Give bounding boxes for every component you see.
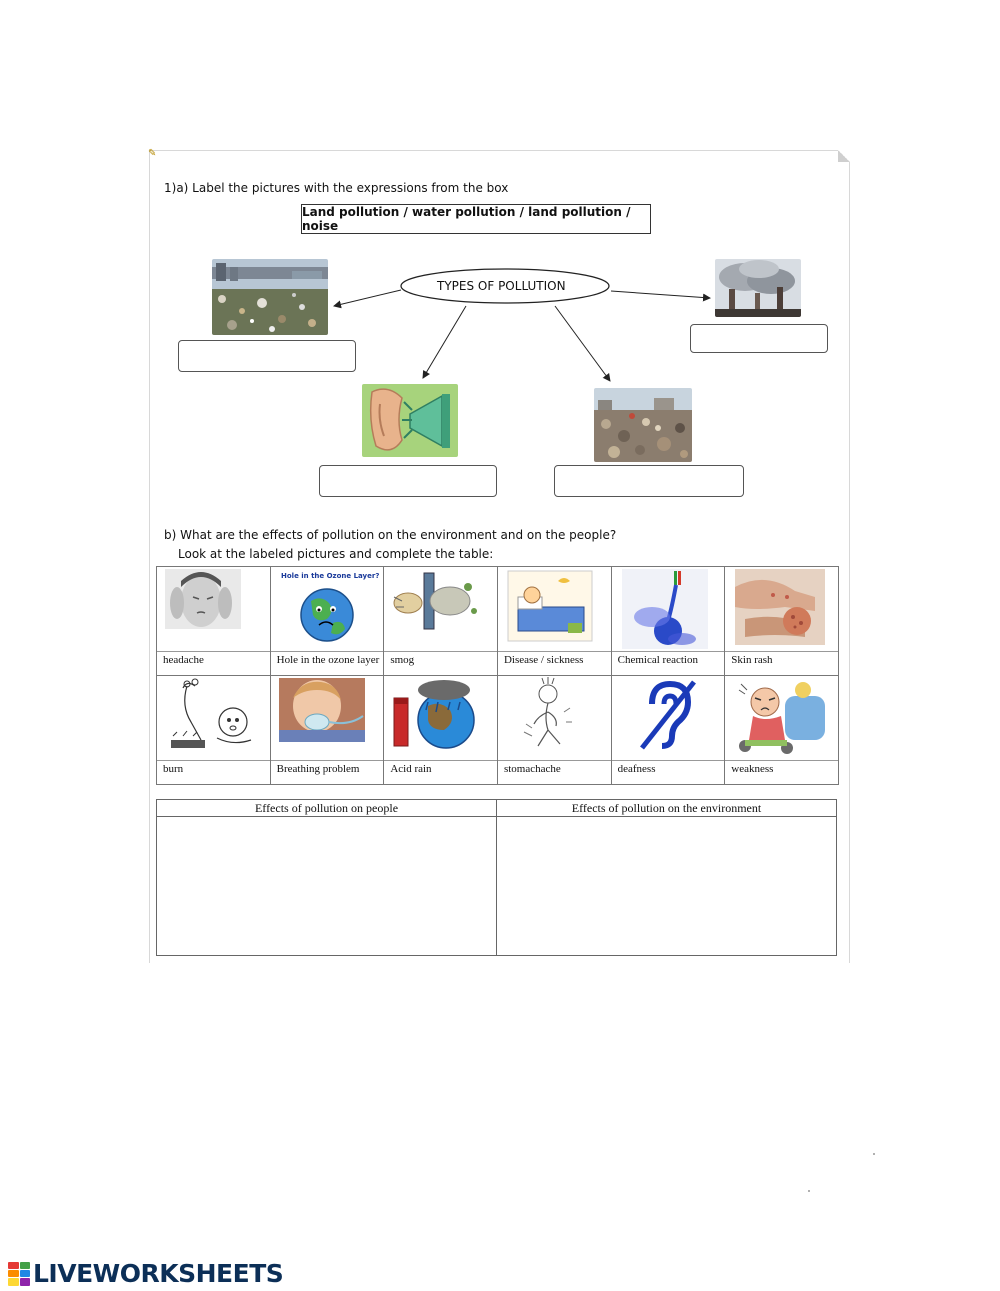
- table-row: [157, 567, 839, 676]
- question-b: b) What are the effects of pollution on the environment and on the people?: [164, 528, 617, 542]
- column-header-environment: Effects of pollution on the environment: [497, 800, 837, 817]
- pin-icon: ✎: [148, 148, 157, 159]
- liveworksheets-logo: [8, 1259, 283, 1288]
- deafness-picture: [612, 676, 725, 760]
- environment-effects-answer-cell[interactable]: [497, 817, 837, 956]
- table-row: [157, 817, 837, 956]
- effect-label: Hole in the ozone layer: [271, 651, 384, 675]
- water-pollution-answer-box[interactable]: [178, 340, 356, 372]
- scan-speck: [808, 1190, 810, 1192]
- arrow-to-land: [555, 306, 610, 381]
- effect-label: deafness: [612, 760, 725, 784]
- effect-cell-headache: [157, 567, 271, 676]
- table-row: [157, 676, 839, 785]
- effect-cell-burn: [157, 676, 271, 785]
- logo-cube-icon: [8, 1262, 30, 1286]
- effect-label: Disease / sickness: [498, 651, 611, 675]
- ozone-caption: Hole in the Ozone Layer?: [280, 572, 380, 580]
- question-b-instruction: Look at the labeled pictures and complete the table:: [178, 547, 494, 561]
- weakness-picture: [725, 676, 838, 760]
- effect-cell-stomachache: [497, 676, 611, 785]
- disease-picture: [498, 567, 611, 651]
- breathing-problem-picture: [271, 676, 384, 760]
- table-header-row: [157, 800, 837, 817]
- effect-label: Breathing problem: [271, 760, 384, 784]
- air-pollution-picture: [715, 259, 801, 317]
- arrow-to-air: [611, 291, 710, 298]
- chemical-reaction-picture: [612, 567, 725, 651]
- water-pollution-picture: [212, 259, 328, 335]
- stomachache-picture: [498, 676, 611, 760]
- effect-label: headache: [157, 651, 270, 675]
- effect-cell-disease: [497, 567, 611, 676]
- effect-cell-deafness: [611, 676, 725, 785]
- land-pollution-answer-box[interactable]: [554, 465, 744, 497]
- skin-rash-picture: [725, 567, 838, 651]
- types-of-pollution-diagram: [0, 0, 1000, 520]
- land-pollution-picture: [594, 388, 692, 462]
- burn-picture: [157, 676, 270, 760]
- effect-cell-breathing: [270, 676, 384, 785]
- headache-picture: [157, 567, 270, 651]
- ozone-hole-picture: [271, 567, 384, 651]
- effect-cell-acid-rain: [384, 676, 498, 785]
- smog-picture: [384, 567, 497, 651]
- effect-label: Chemical reaction: [612, 651, 725, 675]
- acid-rain-picture: [384, 676, 497, 760]
- column-header-people: Effects of pollution on people: [157, 800, 497, 817]
- arrow-to-noise: [423, 306, 466, 378]
- question-a: 1)a) Label the pictures with the expressions from the box: [164, 181, 509, 195]
- effect-cell-chemical: [611, 567, 725, 676]
- effect-cell-skin-rash: [725, 567, 839, 676]
- word-box: Land pollution / water pollution / land pollution / noise: [301, 204, 651, 234]
- effect-cell-ozone: [270, 567, 384, 676]
- logo-text: LIVEWORKSHEETS: [33, 1259, 284, 1288]
- air-pollution-answer-box[interactable]: [690, 324, 828, 353]
- effects-picture-table: [156, 566, 839, 785]
- effects-answer-table: [156, 799, 837, 956]
- effect-cell-weakness: [725, 676, 839, 785]
- effect-label: weakness: [725, 760, 838, 784]
- people-effects-answer-cell[interactable]: [157, 817, 497, 956]
- scan-speck: [873, 1153, 875, 1155]
- effect-label: burn: [157, 760, 270, 784]
- noise-pollution-picture: [362, 384, 458, 457]
- effect-label: smog: [384, 651, 497, 675]
- diagram-center-label: TYPES OF POLLUTION: [437, 279, 566, 293]
- effect-label: stomachache: [498, 760, 611, 784]
- arrow-to-water: [334, 290, 401, 306]
- effect-cell-smog: [384, 567, 498, 676]
- effect-label: Acid rain: [384, 760, 497, 784]
- effect-label: Skin rash: [725, 651, 838, 675]
- noise-pollution-answer-box[interactable]: [319, 465, 497, 497]
